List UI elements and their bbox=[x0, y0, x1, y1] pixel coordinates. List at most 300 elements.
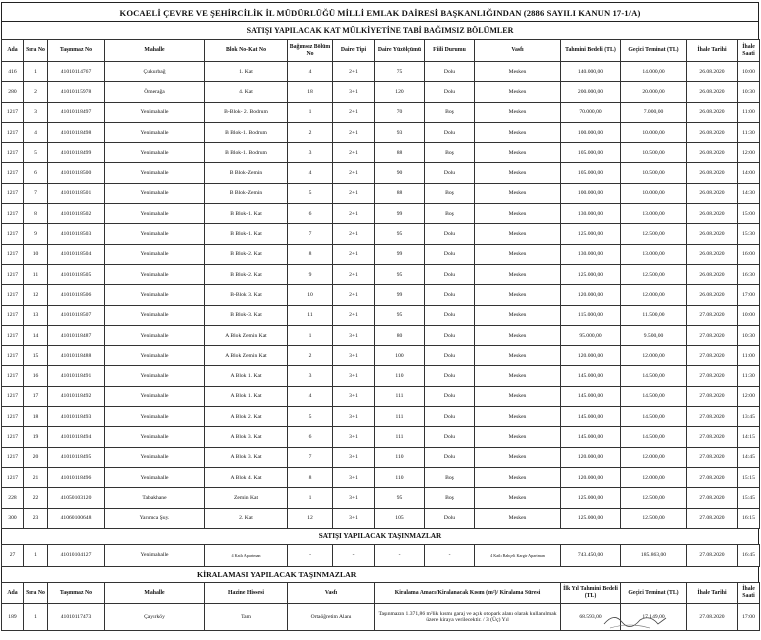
cell-bedel: 145.000,00 bbox=[561, 407, 621, 427]
cell-tarih: 26.08.2020 bbox=[687, 204, 738, 224]
cell-blok: B Blok-1. Bodrum bbox=[205, 143, 288, 163]
cell-sira: 22 bbox=[24, 488, 48, 508]
cell-mahalle: Yenimahalle bbox=[105, 366, 205, 386]
cell-tarih: 26.08.2020 bbox=[687, 62, 738, 82]
cell-teminat: 9.500,00 bbox=[621, 325, 687, 345]
cell-bedel: 140.000,00 bbox=[561, 62, 621, 82]
cell-tarih: 26.08.2020 bbox=[687, 285, 738, 305]
cell-blok: Zemin Kat bbox=[205, 488, 288, 508]
cell-saat: 15:00 bbox=[738, 204, 760, 224]
cell-durum: Dolu bbox=[425, 447, 475, 467]
cell-bolum: - bbox=[288, 544, 333, 566]
cell-durum: Boş bbox=[425, 183, 475, 203]
cell-tip: 3+1 bbox=[333, 508, 375, 528]
cell-tip: 2+1 bbox=[333, 204, 375, 224]
cell-ada: 1217 bbox=[2, 285, 24, 305]
cell-sira: 23 bbox=[24, 508, 48, 528]
cell-durum: Dolu bbox=[425, 264, 475, 284]
table-row bbox=[2, 285, 760, 305]
cell-blok: A Blok 2. Kat bbox=[205, 407, 288, 427]
cell-bedel: 200.000,00 bbox=[561, 82, 621, 102]
cell-mahalle: Yenimahalle bbox=[105, 264, 205, 284]
cell-mahalle: Yenimahalle bbox=[105, 407, 205, 427]
cell-bolum: 11 bbox=[288, 305, 333, 325]
cell-sira: 12 bbox=[24, 285, 48, 305]
cell-saat: 15:30 bbox=[738, 224, 760, 244]
cell-vasif: Mesken bbox=[475, 366, 561, 386]
cell-teminat: 14.000,00 bbox=[621, 62, 687, 82]
cell-mahalle: Yenimahalle bbox=[105, 427, 205, 447]
cell-tasinmaz: 41010118494 bbox=[48, 427, 105, 447]
cell-tarih: 27.08.2020 bbox=[687, 386, 738, 406]
cell-sira: 1 bbox=[24, 603, 48, 630]
cell-blok: B Blok-2. Kat bbox=[205, 244, 288, 264]
cell-blok: 1. Kat bbox=[205, 62, 288, 82]
cell-tip: 3+1 bbox=[333, 488, 375, 508]
table-row bbox=[2, 82, 760, 102]
cell-tip: 3+1 bbox=[333, 346, 375, 366]
cell-mahalle: Yenimahalle bbox=[105, 544, 205, 566]
cell-mahalle: Ömerağa bbox=[105, 82, 205, 102]
cell-tasinmaz: 41010118502 bbox=[48, 204, 105, 224]
cell-tasinmaz: 41010118492 bbox=[48, 386, 105, 406]
cell-durum: Dolu bbox=[425, 508, 475, 528]
cell-ada: 1217 bbox=[2, 224, 24, 244]
cell-vasif: Mesken bbox=[475, 325, 561, 345]
cell-saat: 14:00 bbox=[738, 163, 760, 183]
col-header: Tahmini Bedeli (TL) bbox=[561, 40, 621, 62]
cell-ada: 1217 bbox=[2, 346, 24, 366]
cell-vasif: Mesken bbox=[475, 285, 561, 305]
col-header: İhale Tarihi bbox=[687, 40, 738, 62]
cell-yuzolcum: 90 bbox=[375, 163, 425, 183]
table-row bbox=[2, 508, 760, 528]
cell-sira: 17 bbox=[24, 386, 48, 406]
cell-sira: 8 bbox=[24, 204, 48, 224]
col-header: Kiralama Amacı/Kiralanacak Kısım (m²)/ Kiralama Süresi bbox=[375, 582, 561, 603]
immovable-table bbox=[1, 544, 760, 567]
cell-yuzolcum: 80 bbox=[375, 325, 425, 345]
cell-durum: Dolu bbox=[425, 346, 475, 366]
cell-bedel: 125.000,00 bbox=[561, 224, 621, 244]
cell-kiralama-amaci: Taşınmazın 1.371,86 m²lik kısmı garaj ve açık otopark alanı olarak kullanılmak üzere kiraya verilecektir. / 3 (Üç) Yıl bbox=[375, 603, 561, 630]
cell-ada: 1217 bbox=[2, 447, 24, 467]
rental-table-header bbox=[2, 582, 760, 603]
cell-tarih: 26.08.2020 bbox=[687, 163, 738, 183]
cell-sira: 1 bbox=[24, 544, 48, 566]
cell-durum: Boş bbox=[425, 467, 475, 487]
cell-tasinmaz: 41010118496 bbox=[48, 467, 105, 487]
cell-bedel: 95.000,00 bbox=[561, 325, 621, 345]
table-row bbox=[2, 224, 760, 244]
cell-yuzolcum: - bbox=[375, 544, 425, 566]
cell-mahalle: Yenimahalle bbox=[105, 386, 205, 406]
cell-yuzolcum: 95 bbox=[375, 264, 425, 284]
cell-tip: 2+1 bbox=[333, 143, 375, 163]
cell-ada: 1217 bbox=[2, 183, 24, 203]
cell-teminat: 14.500,00 bbox=[621, 427, 687, 447]
cell-blok: A Blok 4. Kat bbox=[205, 467, 288, 487]
col-header: Mahalle bbox=[105, 582, 205, 603]
cell-bedel: 68.593,00 bbox=[561, 603, 621, 630]
cell-saat: 15:15 bbox=[738, 467, 760, 487]
cell-tasinmaz: 41010118500 bbox=[48, 163, 105, 183]
cell-tip: 3+1 bbox=[333, 447, 375, 467]
cell-bolum: 4 bbox=[288, 386, 333, 406]
cell-mahalle: Yarımca Şuy. bbox=[105, 508, 205, 528]
cell-tarih: 26.08.2020 bbox=[687, 224, 738, 244]
cell-teminat: 13.000,00 bbox=[621, 244, 687, 264]
cell-ada: 1217 bbox=[2, 143, 24, 163]
sale-table-body bbox=[2, 62, 760, 529]
cell-bedel: 130.000,00 bbox=[561, 244, 621, 264]
cell-tip: 2+1 bbox=[333, 122, 375, 142]
cell-vasif: Ortaöğretim Alanı bbox=[288, 603, 375, 630]
cell-tasinmaz: 41010117473 bbox=[48, 603, 105, 630]
cell-tarih: 27.08.2020 bbox=[687, 427, 738, 447]
cell-yuzolcum: 120 bbox=[375, 82, 425, 102]
cell-bolum: 8 bbox=[288, 244, 333, 264]
cell-sira: 5 bbox=[24, 143, 48, 163]
cell-saat: 16:00 bbox=[738, 244, 760, 264]
cell-teminat: 10.000,00 bbox=[621, 122, 687, 142]
cell-sira: 19 bbox=[24, 427, 48, 447]
cell-tasinmaz: 41010118506 bbox=[48, 285, 105, 305]
cell-bolum: 2 bbox=[288, 346, 333, 366]
cell-tarih: 27.08.2020 bbox=[687, 603, 738, 630]
cell-durum: Dolu bbox=[425, 427, 475, 447]
cell-blok: B Blok-3. Kat bbox=[205, 305, 288, 325]
cell-ada: 228 bbox=[2, 488, 24, 508]
table-row bbox=[2, 163, 760, 183]
table-row bbox=[2, 366, 760, 386]
cell-bedel: 145.000,00 bbox=[561, 366, 621, 386]
cell-durum: - bbox=[425, 544, 475, 566]
cell-saat: 17:00 bbox=[738, 285, 760, 305]
cell-durum: Boş bbox=[425, 488, 475, 508]
cell-vasif: Mesken bbox=[475, 386, 561, 406]
cell-mahalle: Yenimahalle bbox=[105, 143, 205, 163]
cell-tasinmaz: 41010118499 bbox=[48, 143, 105, 163]
cell-vasif: Mesken bbox=[475, 122, 561, 142]
cell-mahalle: Yenimahalle bbox=[105, 102, 205, 122]
cell-tarih: 27.08.2020 bbox=[687, 305, 738, 325]
cell-sira: 1 bbox=[24, 62, 48, 82]
cell-mahalle: Yenimahalle bbox=[105, 447, 205, 467]
cell-sira: 3 bbox=[24, 102, 48, 122]
cell-teminat: 13.000,00 bbox=[621, 204, 687, 224]
cell-tasinmaz: 41060100648 bbox=[48, 508, 105, 528]
cell-bolum: 6 bbox=[288, 204, 333, 224]
col-header: Ada bbox=[2, 582, 24, 603]
cell-saat: 16:45 bbox=[738, 544, 760, 566]
cell-blok: B Blok-1. Bodrum bbox=[205, 122, 288, 142]
cell-teminat: 12.500,00 bbox=[621, 224, 687, 244]
cell-saat: 16:15 bbox=[738, 508, 760, 528]
cell-sira: 7 bbox=[24, 183, 48, 203]
cell-durum: Dolu bbox=[425, 366, 475, 386]
cell-blok: A Blok 1. Kat bbox=[205, 366, 288, 386]
notice-sheet bbox=[1, 2, 759, 631]
cell-durum: Dolu bbox=[425, 244, 475, 264]
cell-yuzolcum: 99 bbox=[375, 285, 425, 305]
cell-bolum: 1 bbox=[288, 102, 333, 122]
cell-saat: 10:30 bbox=[738, 325, 760, 345]
cell-durum: Dolu bbox=[425, 163, 475, 183]
cell-sira: 16 bbox=[24, 366, 48, 386]
cell-durum: Dolu bbox=[425, 285, 475, 305]
cell-sira: 4 bbox=[24, 122, 48, 142]
cell-yuzolcum: 100 bbox=[375, 346, 425, 366]
cell-saat: 11:00 bbox=[738, 102, 760, 122]
cell-tip: - bbox=[333, 544, 375, 566]
cell-yuzolcum: 111 bbox=[375, 427, 425, 447]
cell-tip: 2+1 bbox=[333, 102, 375, 122]
cell-vasif: Mesken bbox=[475, 488, 561, 508]
cell-vasif: Mesken bbox=[475, 204, 561, 224]
cell-tasinmaz: 41050103120 bbox=[48, 488, 105, 508]
cell-bedel: 115.000,00 bbox=[561, 305, 621, 325]
col-header: Taşınmaz No bbox=[48, 582, 105, 603]
cell-bedel: 105.000,00 bbox=[561, 143, 621, 163]
sale-table-header bbox=[2, 40, 760, 62]
cell-sira: 14 bbox=[24, 325, 48, 345]
cell-blok: B Blok-2. Kat bbox=[205, 264, 288, 284]
cell-sira: 6 bbox=[24, 163, 48, 183]
cell-saat: 11:00 bbox=[738, 346, 760, 366]
cell-saat: 14:30 bbox=[738, 183, 760, 203]
cell-saat: 17:00 bbox=[738, 603, 760, 630]
cell-blok: B-Blok 3. Kat bbox=[205, 285, 288, 305]
col-header: Geçici Teminat (TL) bbox=[621, 582, 687, 603]
cell-teminat: 17.149,00 bbox=[621, 603, 687, 630]
cell-tarih: 27.08.2020 bbox=[687, 488, 738, 508]
cell-tip: 3+1 bbox=[333, 82, 375, 102]
cell-bedel: 130.000,00 bbox=[561, 204, 621, 224]
table-row bbox=[2, 447, 760, 467]
cell-mahalle: Yenimahalle bbox=[105, 346, 205, 366]
cell-ada: 27 bbox=[2, 544, 24, 566]
cell-teminat: 7.000,00 bbox=[621, 102, 687, 122]
cell-bedel: 105.000,00 bbox=[561, 163, 621, 183]
col-header: Daire Yüzölçümü bbox=[375, 40, 425, 62]
cell-yuzolcum: 70 bbox=[375, 102, 425, 122]
cell-ada: 189 bbox=[2, 603, 24, 630]
cell-vasif: Mesken bbox=[475, 508, 561, 528]
col-header: Sıra No bbox=[24, 582, 48, 603]
cell-tasinmaz: 41010114767 bbox=[48, 62, 105, 82]
cell-tarih: 26.08.2020 bbox=[687, 264, 738, 284]
table-row bbox=[2, 244, 760, 264]
cell-ada: 1217 bbox=[2, 305, 24, 325]
cell-yuzolcum: 105 bbox=[375, 508, 425, 528]
cell-tasinmaz: 41010118504 bbox=[48, 244, 105, 264]
cell-yuzolcum: 99 bbox=[375, 244, 425, 264]
cell-durum: Dolu bbox=[425, 82, 475, 102]
cell-bolum: 4 bbox=[288, 163, 333, 183]
cell-yuzolcum: 111 bbox=[375, 386, 425, 406]
cell-blok: A Blok 3. Kat bbox=[205, 447, 288, 467]
cell-vasif: Mesken bbox=[475, 264, 561, 284]
cell-tasinmaz: 41010118501 bbox=[48, 183, 105, 203]
cell-durum: Dolu bbox=[425, 305, 475, 325]
cell-hisse: Tam bbox=[205, 603, 288, 630]
cell-tasinmaz: 41010115978 bbox=[48, 82, 105, 102]
col-header: İhale Tarihi bbox=[687, 582, 738, 603]
cell-teminat: 12.500,00 bbox=[621, 488, 687, 508]
cell-ada: 1217 bbox=[2, 163, 24, 183]
cell-blok: B Blok-1. Kat bbox=[205, 204, 288, 224]
cell-tip: 2+1 bbox=[333, 183, 375, 203]
signature-scribble bbox=[600, 608, 670, 632]
cell-tasinmaz: 41010118493 bbox=[48, 407, 105, 427]
cell-yuzolcum: 99 bbox=[375, 204, 425, 224]
cell-teminat: 12.500,00 bbox=[621, 264, 687, 284]
cell-blok: B Blok-1. Kat bbox=[205, 224, 288, 244]
cell-tasinmaz: 41010118487 bbox=[48, 325, 105, 345]
cell-saat: 12:00 bbox=[738, 143, 760, 163]
col-header: Geçici Teminat (TL) bbox=[621, 40, 687, 62]
table-row bbox=[2, 325, 760, 345]
col-header: Vasfı bbox=[288, 582, 375, 603]
cell-saat: 11:30 bbox=[738, 122, 760, 142]
cell-bedel: 120.000,00 bbox=[561, 467, 621, 487]
cell-yuzolcum: 95 bbox=[375, 224, 425, 244]
cell-tip: 2+1 bbox=[333, 305, 375, 325]
cell-mahalle: Tabakhane bbox=[105, 488, 205, 508]
cell-ada: 280 bbox=[2, 82, 24, 102]
cell-ada: 1217 bbox=[2, 467, 24, 487]
cell-bolum: 3 bbox=[288, 143, 333, 163]
cell-yuzolcum: 110 bbox=[375, 467, 425, 487]
cell-ada: 1217 bbox=[2, 264, 24, 284]
cell-tarih: 27.08.2020 bbox=[687, 325, 738, 345]
cell-mahalle: Çayırköy bbox=[105, 603, 205, 630]
cell-bedel: 100.000,00 bbox=[561, 183, 621, 203]
cell-bolum: 6 bbox=[288, 427, 333, 447]
cell-durum: Boş bbox=[425, 143, 475, 163]
cell-teminat: 14.500,00 bbox=[621, 386, 687, 406]
cell-ada: 1217 bbox=[2, 102, 24, 122]
cell-ada: 1217 bbox=[2, 325, 24, 345]
cell-teminat: 10.500,00 bbox=[621, 143, 687, 163]
cell-sira: 18 bbox=[24, 407, 48, 427]
cell-tip: 3+1 bbox=[333, 386, 375, 406]
cell-vasif: Mesken bbox=[475, 467, 561, 487]
cell-bedel: 125.000,00 bbox=[561, 488, 621, 508]
col-header: Ada bbox=[2, 40, 24, 62]
cell-bolum: 7 bbox=[288, 447, 333, 467]
cell-tasinmaz: 41010118488 bbox=[48, 346, 105, 366]
col-header: İhale Saati bbox=[738, 582, 760, 603]
cell-mahalle: Yenimahalle bbox=[105, 163, 205, 183]
table-row bbox=[2, 407, 760, 427]
cell-tarih: 26.08.2020 bbox=[687, 183, 738, 203]
cell-blok: 4. Kat bbox=[205, 82, 288, 102]
table-row bbox=[2, 62, 760, 82]
cell-tip: 2+1 bbox=[333, 62, 375, 82]
cell-teminat: 12.000,00 bbox=[621, 346, 687, 366]
cell-teminat: 10.000,00 bbox=[621, 183, 687, 203]
cell-tarih: 27.08.2020 bbox=[687, 407, 738, 427]
cell-saat: 13:45 bbox=[738, 407, 760, 427]
col-header: Blok No-Kat No bbox=[205, 40, 288, 62]
cell-sira: 13 bbox=[24, 305, 48, 325]
cell-teminat: 12.500,00 bbox=[621, 508, 687, 528]
col-header: İhale Saati bbox=[738, 40, 760, 62]
cell-tasinmaz: 41010104127 bbox=[48, 544, 105, 566]
table-row bbox=[2, 264, 760, 284]
cell-vasif: Mesken bbox=[475, 163, 561, 183]
cell-durum: Boş bbox=[425, 204, 475, 224]
cell-tip: 3+1 bbox=[333, 427, 375, 447]
cell-tip: 3+1 bbox=[333, 325, 375, 345]
col-header: Vasfı bbox=[475, 40, 561, 62]
cell-durum: Dolu bbox=[425, 386, 475, 406]
cell-yuzolcum: 95 bbox=[375, 305, 425, 325]
cell-tasinmaz: 41010118505 bbox=[48, 264, 105, 284]
cell-sira: 15 bbox=[24, 346, 48, 366]
sale-section-title: SATIŞI YAPILACAK KAT MÜLKİYETİNE TABİ BAĞIMSIZ BÖLÜMLER bbox=[1, 22, 759, 39]
cell-bedel: 125.000,00 bbox=[561, 264, 621, 284]
cell-tip: 2+1 bbox=[333, 163, 375, 183]
cell-tarih: 26.08.2020 bbox=[687, 122, 738, 142]
cell-vasif: Mesken bbox=[475, 407, 561, 427]
cell-yuzolcum: 75 bbox=[375, 62, 425, 82]
cell-blok: A Blok Zemin Kat bbox=[205, 346, 288, 366]
cell-blok: 2. Kat bbox=[205, 508, 288, 528]
cell-bolum: 9 bbox=[288, 264, 333, 284]
cell-saat: 15:45 bbox=[738, 488, 760, 508]
cell-tasinmaz: 41010118503 bbox=[48, 224, 105, 244]
cell-bolum: 8 bbox=[288, 467, 333, 487]
cell-teminat: 20.000,00 bbox=[621, 82, 687, 102]
cell-vasif: Mesken bbox=[475, 102, 561, 122]
cell-ada: 416 bbox=[2, 62, 24, 82]
cell-yuzolcum: 111 bbox=[375, 407, 425, 427]
cell-tasinmaz: 41010118491 bbox=[48, 366, 105, 386]
cell-bolum: 2 bbox=[288, 122, 333, 142]
cell-mahalle: Yenimahalle bbox=[105, 467, 205, 487]
table-row bbox=[2, 305, 760, 325]
cell-vasif: Mesken bbox=[475, 346, 561, 366]
cell-vasif: Mesken bbox=[475, 244, 561, 264]
col-header: Hazine Hissesi bbox=[205, 582, 288, 603]
cell-tarih: 27.08.2020 bbox=[687, 366, 738, 386]
cell-mahalle: Yenimahalle bbox=[105, 244, 205, 264]
table-row bbox=[2, 488, 760, 508]
col-header: İlk Yıl Tahmini Bedeli (TL) bbox=[561, 582, 621, 603]
cell-tarih: 27.08.2020 bbox=[687, 346, 738, 366]
cell-bedel: 70.000,00 bbox=[561, 102, 621, 122]
cell-tarih: 26.08.2020 bbox=[687, 82, 738, 102]
cell-saat: 14:45 bbox=[738, 447, 760, 467]
table-row bbox=[2, 544, 760, 566]
cell-durum: Dolu bbox=[425, 62, 475, 82]
cell-teminat: 10.500,00 bbox=[621, 163, 687, 183]
cell-teminat: 12.000,00 bbox=[621, 447, 687, 467]
cell-yuzolcum: 110 bbox=[375, 447, 425, 467]
cell-blok: A Blok 1. Kat bbox=[205, 386, 288, 406]
table-row bbox=[2, 102, 760, 122]
cell-tip: 3+1 bbox=[333, 366, 375, 386]
col-header: Bağımsız Bölüm No bbox=[288, 40, 333, 62]
table-row bbox=[2, 427, 760, 447]
cell-mahalle: Yenimahalle bbox=[105, 285, 205, 305]
cell-sira: 10 bbox=[24, 244, 48, 264]
cell-teminat: 185.863,00 bbox=[621, 544, 687, 566]
cell-bolum: 4 bbox=[288, 62, 333, 82]
